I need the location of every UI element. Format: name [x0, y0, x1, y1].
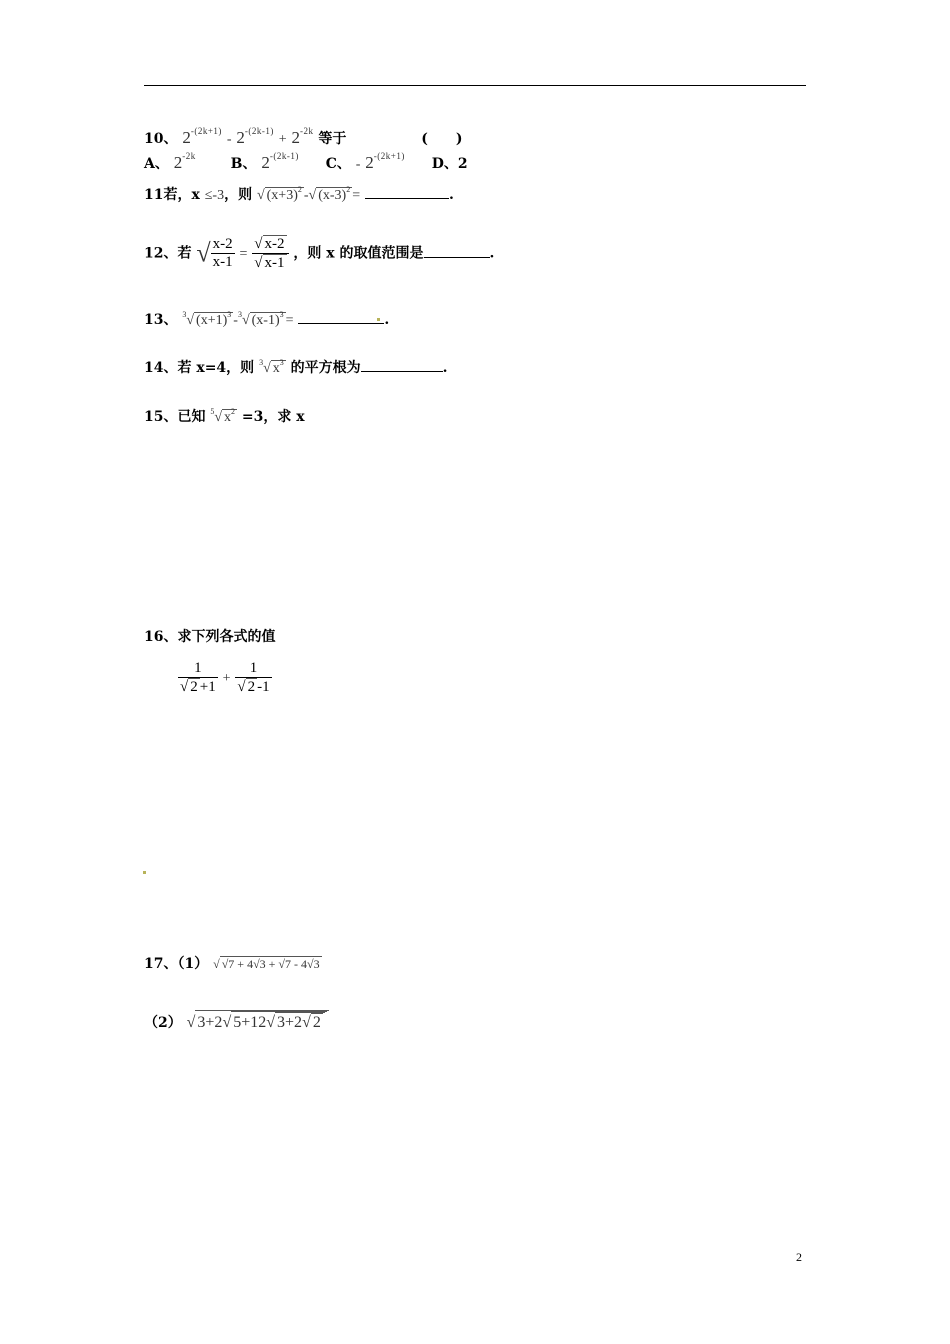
option-a-base: 2 — [173, 153, 183, 172]
q11-number: 11若，x — [144, 187, 200, 203]
q15-number: 15、已知 — [144, 409, 206, 425]
question-13 — [144, 309, 389, 329]
q12-den2: x-1 — [264, 255, 285, 271]
q13-rad1: (x+1) — [196, 313, 228, 328]
q12-tail: ，则 x 的取值范围是 — [293, 245, 424, 262]
q10-tail: 等于 — [318, 131, 347, 147]
q17-expression1: √ √7 + 4√3 + √7 - 4√3 — [213, 957, 320, 971]
q12-answer-blank[interactable] — [424, 245, 490, 258]
q13-rad2: (x-1) — [251, 313, 280, 328]
q16-plus: + — [222, 671, 231, 686]
q17-e2b: 5+12 — [233, 1014, 267, 1031]
q13-index2: 3 — [237, 310, 242, 319]
q12-sqrt-sign: √ — [196, 238, 211, 268]
q12-eq: = — [239, 246, 248, 262]
option-b-exp: -(2k-1) — [269, 151, 299, 161]
q16-num2: 1 — [235, 660, 271, 678]
question-16-expression — [178, 660, 272, 696]
q11-end: . — [449, 187, 454, 203]
q11-answer-blank[interactable] — [365, 186, 449, 199]
q14-number: 14、若 x=4，则 — [144, 360, 255, 376]
q17-label2: （2） — [144, 1015, 182, 1031]
q15-radicand: x — [224, 410, 232, 425]
q10-op1: - — [226, 132, 232, 147]
q13-number: 13、 — [144, 312, 178, 328]
option-c-label: C、 — [325, 156, 351, 172]
option-b-base: 2 — [261, 153, 270, 172]
q10-op2: + — [278, 132, 287, 147]
q10-term2-exp: -(2k-1) — [244, 126, 274, 136]
stray-dot — [143, 871, 146, 874]
q16-den1-radicand: 2 — [190, 679, 198, 695]
q15-expression: $^5$√ $x^2$ — [210, 407, 236, 425]
q10-term2-base: 2 — [236, 128, 245, 147]
q10-term1-exp: -(2k+1) — [190, 126, 222, 136]
option-c-sign: - — [355, 157, 361, 172]
q16-den1-tail: +1 — [199, 679, 216, 695]
q11-condition: ≤-3 — [204, 188, 225, 203]
q13-pow2: 3 — [279, 310, 284, 319]
question-17-part2 — [144, 1010, 329, 1032]
q14-radicand: x — [272, 361, 280, 376]
option-d: D、2 — [431, 156, 468, 172]
q16-den2: √ 2 -1 — [237, 679, 270, 695]
q12-fraction2 — [252, 235, 288, 272]
option-c-base: 2 — [365, 153, 374, 172]
q12-den2-wrap: √ x-1 — [254, 255, 285, 271]
q13-end: . — [384, 312, 390, 328]
q16-den2-radicand: 2 — [247, 679, 256, 695]
question-17-part1 — [144, 953, 322, 973]
q11-rad2: (x-3) — [318, 188, 347, 203]
q13-eq: = — [285, 313, 294, 328]
q14-answer-blank[interactable] — [361, 359, 443, 372]
q12-end: . — [489, 245, 495, 262]
q16-num1: 1 — [178, 660, 218, 678]
option-a-exp: -2k — [182, 151, 196, 161]
option-c-exp: -(2k+1) — [373, 151, 405, 161]
q12-den1: x-1 — [212, 254, 233, 270]
q11-then: ，则 — [224, 187, 253, 203]
stray-dot — [377, 318, 380, 321]
q14-end: . — [442, 360, 448, 376]
q16-den1: √ 2 +1 — [180, 679, 216, 695]
q12-num1: x-2 — [212, 236, 233, 252]
q13-answer-blank[interactable] — [298, 311, 384, 324]
q17-expr1-text: 7 + 4√3 + √7 - 4√3 — [228, 957, 320, 971]
q10-term3-base: 2 — [291, 128, 301, 147]
q16-fraction2 — [235, 660, 271, 696]
q17-e2a: 3+2 — [197, 1014, 223, 1031]
q17-label1: 17、（1） — [144, 956, 209, 972]
page-number: 2 — [796, 1250, 802, 1264]
q16-den2-tail: -1 — [257, 679, 270, 695]
q12-num2: x-2 — [264, 236, 285, 252]
q13-index1: 3 — [182, 310, 187, 319]
q14-pow: 3 — [279, 358, 284, 367]
question-10-options — [144, 153, 468, 173]
q11-pow1: 2 — [297, 185, 302, 194]
q17-e2d: 2 — [312, 1014, 321, 1031]
q15-tail: =3，求 x — [241, 409, 305, 425]
question-15 — [144, 406, 305, 426]
q11-pow2: 2 — [346, 185, 351, 194]
header-rule — [144, 85, 806, 86]
question-11 — [144, 184, 454, 204]
q13-minus: - — [233, 313, 238, 328]
q10-answer-paren: ( ) — [421, 131, 463, 147]
q10-number: 10、 — [144, 131, 178, 147]
q15-index: 5 — [210, 407, 215, 416]
q10-term1-base: 2 — [182, 128, 191, 147]
q14-tail: 的平方根为 — [290, 360, 361, 376]
question-12 — [144, 235, 494, 272]
question-14 — [144, 357, 448, 377]
q17-e2c: 3+2 — [277, 1014, 303, 1031]
q16-fraction1 — [178, 660, 218, 696]
q11-eq: = — [352, 188, 361, 203]
q17-expression2: √ 3+2√ 5+12√ 3+2√ 2 — [187, 1014, 329, 1031]
option-a-label: A、 — [144, 156, 169, 172]
q12-fraction1 — [211, 236, 235, 271]
q15-pow: 2 — [231, 407, 236, 416]
q13-expression: $^3$√ $(x+1)^3$ -$^3$√ $(x-1)^3$ = — [182, 310, 294, 328]
q11-expression: √ $(x+3)^2$ -√ $(x-3)^2$ = — [256, 185, 361, 203]
q12-num2-wrap: √ x-2 — [252, 235, 288, 254]
question-10 — [144, 128, 463, 148]
q12-number: 12、若 — [144, 245, 192, 262]
q11-minus: - — [303, 188, 309, 203]
option-b-label: B、 — [230, 156, 257, 172]
q10-term3-exp: -2k — [300, 126, 314, 136]
q14-index: 3 — [259, 358, 264, 367]
q13-pow1: 3 — [227, 310, 232, 319]
q14-expression: $^3$√ $x^3$ — [259, 358, 284, 376]
question-16-title: 16、求下列各式的值 — [144, 629, 276, 645]
q11-rad1: (x+3) — [266, 188, 298, 203]
